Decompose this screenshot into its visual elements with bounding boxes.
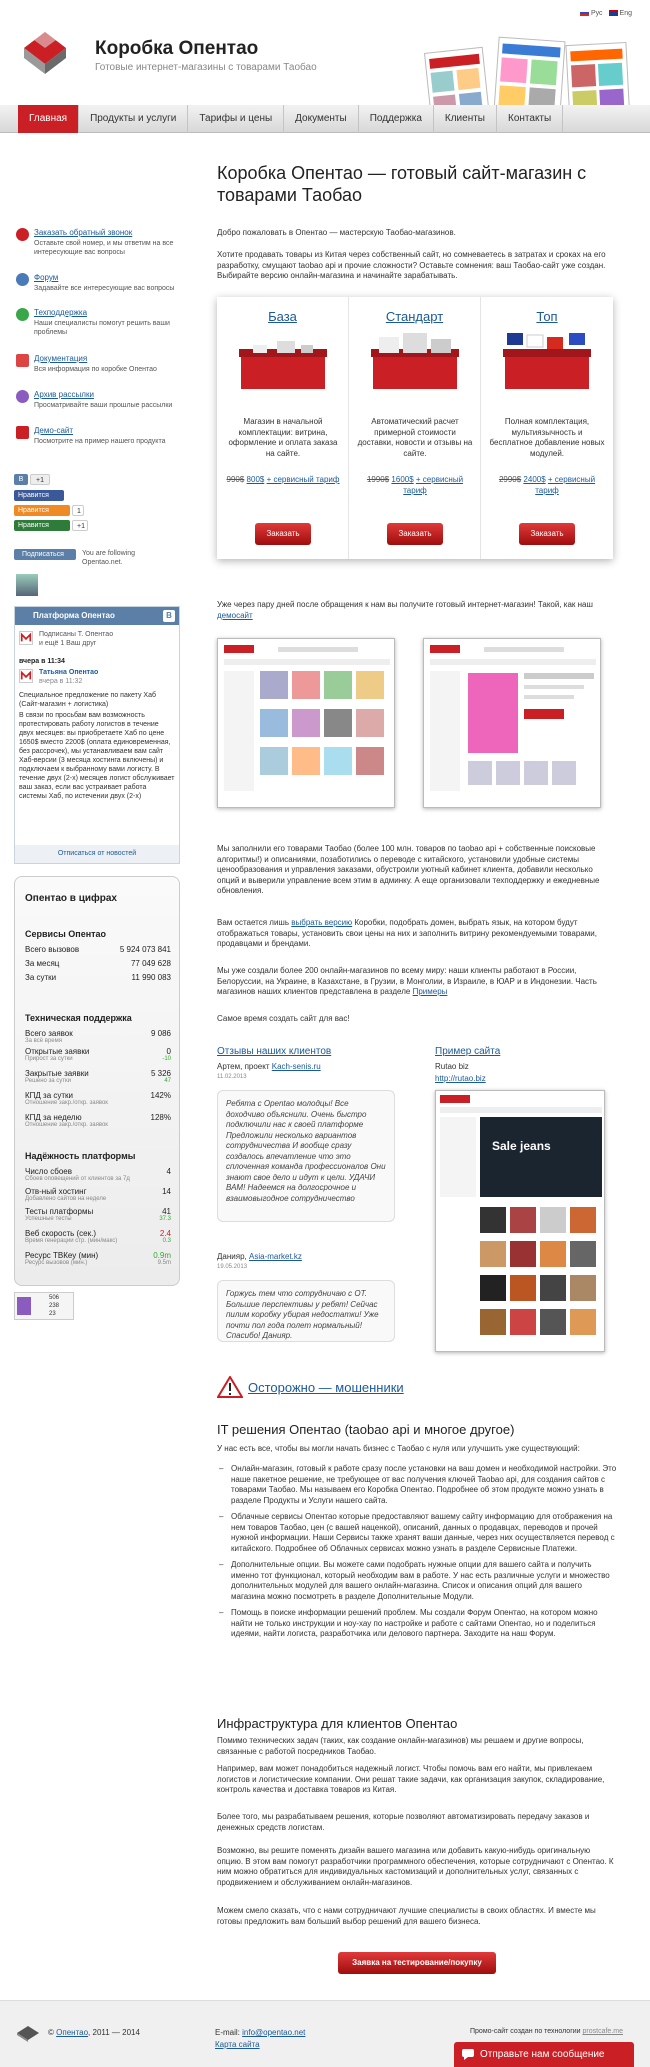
plan-standard-box-icon <box>365 331 465 391</box>
vk-like-button[interactable]: Нравится <box>14 490 64 501</box>
infra-paragraph-4: Возможно, вы решите поменять дизайн вашего магазина или добавить какую-нибудь оригинальную опцию. В этом вам помогут разработчики программного обеспечения, которые сотрудничают с Опентао. К ним можно обратиться для индивидуальных кастомизаций и дополнительных услуг, связанных с продвижением и обслуживанием онлайн-магазинов. <box>217 1846 614 1887</box>
plan-base-name[interactable]: База <box>268 309 297 324</box>
plan-base <box>217 297 349 559</box>
stats-panel <box>14 876 180 1286</box>
stat-tbkey: Ресурс ТВКеу (мин) Ресурс вызовов (мин.) 0.9m 9.5m <box>25 1251 171 1266</box>
pricing-plans <box>217 297 613 559</box>
promo-link[interactable]: prostcafe.me <box>582 2028 623 2035</box>
sidebar-demo <box>16 426 176 454</box>
community-logo-icon <box>19 631 33 645</box>
paragraph-clients: Мы уже создали более 200 онлайн-магазинов по всему миру: наши клиенты работают в России, Белоруссии, на Украине, в Казахстане, в Грузии, в Монголии, в Израиле, в ЮАР и в Индонезии. Часть магазинов наших клиентов представлена в разделе Примеры <box>217 966 597 996</box>
copyright: © Опентао, 2011 — 2014 <box>48 2028 140 2037</box>
vk-widget-header <box>15 607 179 625</box>
stat-kpd-day: КПД за сутки Отношение закр./откр. заявок 142% <box>25 1091 171 1106</box>
follow-text: You are following Opentao.net. <box>82 550 136 566</box>
sidebar-callback-desc: Оставьте свой номер, и мы ответим на все интересующие вас вопросы <box>34 240 174 256</box>
demo-site-link[interactable]: демосайт <box>217 610 253 620</box>
plan-top-name[interactable]: Топ <box>536 309 558 324</box>
list-item: – Помощь в поиске информации решений проблем. Мы создали Форум Опентао, на котором можно найти не только инструкции и ноу-хау по настройке и работе с сайтами Опентао, но и поделиться идеями, найти логиста, разработчика или делового партнера. Заходите на наш Форум. <box>217 1608 617 1640</box>
sitemap-link[interactable]: Карта сайта <box>215 2040 260 2049</box>
sidebar-support-desc: Наши специалисты помогут решить ваши проблемы <box>34 320 170 336</box>
sidebar-mail-archive <box>16 390 176 418</box>
phone-icon <box>16 228 29 241</box>
docs-icon <box>16 354 29 367</box>
subscribe-button[interactable]: Подписаться <box>14 549 76 560</box>
slogan: Готовые интернет-магазины с товарами Таобао <box>95 62 317 73</box>
infra-paragraph-3: Более того, мы разрабатываем решения, которые позволяют автоматизировать передачу заказов и денежных средств логистам. <box>217 1812 590 1832</box>
stat-hosting: Отв-ный хостинг Добавлено сайтов на неделе 14 <box>25 1187 171 1202</box>
brand-name[interactable]: Коробка Опентао <box>95 38 259 59</box>
stats-support-heading: Техническая поддержка <box>25 1013 132 1023</box>
after-plans-text: Уже через пару дней после обращения к нам вы получите готовый интернет-магазин! Такой, как наш демосайт <box>217 600 593 620</box>
it-solutions-list <box>217 1464 617 1646</box>
vk-post-title: Специальное предложение по пакету Хаб (Сайт-магазин + логистика) <box>19 692 156 708</box>
plan-standard-name[interactable]: Стандарт <box>385 309 444 324</box>
vk-logo-icon: В <box>163 610 175 622</box>
example-site-screenshot[interactable] <box>435 1090 605 1352</box>
page-title: Коробка Опентао — готовый сайт-магазин с товарами Таобао <box>217 163 587 205</box>
send-message-button[interactable] <box>454 2042 634 2067</box>
plan-standard-desc: Автоматический расчет примерной стоимости доставки, новости и отзывы на сайте. <box>357 417 473 458</box>
paragraph-choose: Вам остается лишь выбрать версию Коробки, подобрать домен, выбрать язык, на котором будут отображаться товары, установить свои цены на них и заполнить витрину рекомендуемыми товарами, продавцами и брендами. <box>217 918 597 948</box>
example-banner-text: Sale jeans <box>492 1139 551 1153</box>
send-message-label: Отправьте нам сообщение <box>480 2049 605 2060</box>
sidebar-forum-link[interactable]: Форум <box>34 273 59 282</box>
vk-unsubscribe-link[interactable]: Отписаться от новостей <box>15 845 179 863</box>
plan-top-box-icon <box>497 331 597 391</box>
stat-web-speed: Веб скорость (сек.) Время генерации стр. (мин/макс) 2.4 0.3 <box>25 1229 171 1244</box>
sidebar-callback <box>16 228 176 260</box>
promo-credit: Промо-сайт создан по технологии prostcafe.me <box>470 2028 623 2035</box>
vk-post-body: В связи по просьбам вам возможность протестировать работу логистов в течение двух месяцев: вы приобретаете Хаб по цене 1650$ вместо 2200$ (оплата единовременная, без рассрочек), мы устанавливаем вам сайт Хаб-версии (3 месяца хостинга включены) и подключаем к выбранному вами логисту. В течение двух (2-х) месяцев логист обслуживает ваш заказ, если вас устраивает работа системы Хаб, по истечении двух (2-х) <box>19 712 175 800</box>
infrastructure-heading: Инфраструктура для клиентов Опентао <box>217 1716 458 1731</box>
nav-home[interactable]: Главная <box>18 105 79 133</box>
fb-like-count: 1 <box>72 505 84 516</box>
sidebar-docs <box>16 354 176 382</box>
copyright-link[interactable]: Опентао <box>56 2028 89 2037</box>
stat-tests: Тесты платформы Успешные тесты 41 37.3 <box>25 1207 171 1222</box>
sidebar-docs-desc: Вся информация по коробке Опентао <box>34 366 157 373</box>
gp-like-button[interactable]: Нравится <box>14 520 70 531</box>
flag-en-icon <box>609 10 618 16</box>
demo-screenshot-2[interactable] <box>423 638 601 808</box>
nav-tariffs[interactable]: Тарифы и цены <box>188 105 284 133</box>
sidebar-docs-link[interactable]: Документация <box>34 354 88 363</box>
review-2-text: Горжусь тем что сотрудничаю с ОТ. Большие перспективы у ребят! Сейчас пилим коробку убирая недостатки! Уже почти пол года полет нормальный! Спасибо! Данияр. <box>217 1280 395 1342</box>
stat-tickets-open: Открытые заявки Прирост за сутки 0 -10 <box>25 1047 171 1062</box>
sidebar-support <box>16 308 176 340</box>
sidebar-demo-link[interactable]: Демо-сайт <box>34 426 74 435</box>
sidebar-mail-desc: Просматривайте ваши прошлые рассылки <box>34 402 173 409</box>
infra-paragraph-5: Можем смело сказать, что с нами сотрудничают лучшие специалисты в своих областях. И вместе мы готовы предложить вам больший выбор решений для вашего бизнеса. <box>217 1906 596 1926</box>
infra-paragraph-2: Например, вам может понадобиться надежный логист. Чтобы помочь вам его найти, мы привлекаем логистов и логистические компании. Они решат такие задачи, как организация закупок, складирование, контроль качества и доставка товаров из Китая. <box>217 1764 605 1794</box>
footer-email: E-mail: info@opentao.net <box>215 2028 306 2037</box>
forum-icon <box>16 273 29 286</box>
main-nav <box>0 105 650 133</box>
vk-friends: и ещё 1 Ваш друг <box>39 640 97 647</box>
author-logo-icon <box>19 669 33 683</box>
nav-clients[interactable]: Клиенты <box>434 105 497 133</box>
stats-reliability-heading: Надёжность платформы <box>25 1151 136 1161</box>
visit-counter[interactable]: 506 238 23 <box>14 1292 74 1320</box>
flag-ru-icon <box>580 10 589 16</box>
review-1-date: 11.02.2013 <box>217 1074 247 1080</box>
plan-top-order-button[interactable]: Заказать <box>519 523 575 545</box>
stat-kpd-week: КПД за неделю Отношение закр./откр. заявок 128% <box>25 1113 171 1128</box>
review-1-text: Ребята с Opentao молодцы! Все доходчиво объяснили. Очень быстро подключили нас к своей платформе Предложили несколько вариантов сотрудничества И вообще сразу создалось впечатление что это сплоченная команда профессионалов Они знают свое дело и идут к цели. УДАЧИ ВАМ! Надеемся на долгосрочное и взаимовыгодное сотрудничество <box>217 1090 395 1222</box>
it-solutions-intro: У нас есть все, чтобы вы могли начать бизнес с Таобао с нуля или улучшить уже существующий: <box>217 1444 580 1453</box>
test-purchase-button[interactable]: Заявка на тестирование/покупку <box>338 1952 496 1974</box>
example-name: Rutao biz <box>435 1062 469 1071</box>
examples-link[interactable]: Примеры <box>412 987 448 996</box>
support-icon <box>16 308 29 321</box>
choose-version-link[interactable]: выбрать версию <box>291 918 353 927</box>
sidebar-support-link[interactable]: Техподдержка <box>34 308 88 317</box>
vk-post-time: вчера в 11:32 <box>39 678 83 685</box>
review-2-date: 19.05.2013 <box>217 1264 248 1270</box>
vk-widget <box>14 606 180 864</box>
demo-screenshot-1[interactable] <box>217 638 395 808</box>
plan-standard-price: 1990$ 1600$ + сервисный тариф <box>366 475 464 495</box>
plan-base-desc: Магазин в начальной комплектации: витрина, оформление и оплата заказа на сайте. <box>228 417 338 458</box>
it-solutions-heading: IT решения Опентао (taobao api и многое другое) <box>217 1422 515 1437</box>
chat-icon <box>462 2049 474 2060</box>
gp-like-count: +1 <box>72 520 88 531</box>
footer-email-link[interactable]: info@opentao.net <box>242 2028 306 2037</box>
fraud-warning-link[interactable]: Осторожно — мошенники <box>248 1380 404 1395</box>
plan-standard-order-button[interactable]: Заказать <box>387 523 443 545</box>
nav-documents[interactable]: Документы <box>284 105 359 133</box>
sidebar-forum-desc: Задавайте все интересующие вас вопросы <box>34 285 175 292</box>
avatar[interactable] <box>16 574 38 596</box>
stats-services-heading: Сервисы Опентао <box>25 929 107 939</box>
review-1-author: Артем, проект Kach-senis.ru <box>217 1062 321 1071</box>
plan-base-order-button[interactable]: Заказать <box>255 523 311 545</box>
review-2-author: Данияр, Asia-market.kz <box>217 1252 302 1261</box>
nav-support[interactable]: Поддержка <box>359 105 434 133</box>
fb-like-button[interactable]: Нравится <box>14 505 70 516</box>
demo-icon <box>16 426 29 439</box>
stat-calls-total: Всего вызовов 5 924 073 841 <box>25 945 171 954</box>
stat-day: За сутки 11 990 083 <box>25 973 171 982</box>
sidebar-demo-desc: Посмотрите на пример нашего продукта <box>34 438 166 445</box>
stat-month: За месяц 77 049 628 <box>25 959 171 968</box>
list-item: – Облачные сервисы Опентао которые предоставляют вашему сайту информацию для отображения на нем товаров Таобао, цен (с вашей наценкой), описаний, данных о продавцах, переводов и прочей нужной информации. Наши Сервисы также хранят ваши данные, через них осуществляется перевод с китайского. Подробнее об Облачных сервисах можно узнать в разделе Сервисные Платежи. <box>217 1512 617 1554</box>
vk-post-date: вчера в 11:34 <box>19 658 65 665</box>
paragraph-cta: Самое время создать сайт для вас! <box>217 1014 350 1023</box>
stats-title: Опентао в цифрах <box>25 893 117 904</box>
example-heading-link[interactable]: Пример сайта <box>435 1046 501 1057</box>
intro-text: Хотите продавать товары из Китая через собственный сайт, но сомневаетесь в затратах и сроках на его разработку, смущают taobao api и прочие сложности? Оставьте сомнения: ваш Таобао-сайт уже создан. Выбирайте версию онлайн-магазина и начинайте зарабатывать. <box>217 250 606 280</box>
sidebar-forum <box>16 273 176 301</box>
nav-contacts[interactable]: Контакты <box>497 105 563 133</box>
list-item: – Онлайн-магазин, готовый к работе сразу после установки на ваш домен и необходимой настройки. Это наше пакетное решение, не требующее от вас получения ключей Taobao api, для создания сайтов с товарами Таобао. Мы называем его Коробка Опентао. Подробнее об этом продукте можно узнать в разделе Продукты и Услуги нашего сайта. <box>217 1464 617 1506</box>
plan-top-desc: Полная комплектация, мультиязычность и бесплатное добавление новых модулей. <box>489 417 605 458</box>
lang-en[interactable]: Eng <box>609 10 632 17</box>
warning-icon <box>217 1376 243 1398</box>
logo-icon[interactable] <box>22 30 68 76</box>
reviews-heading-link[interactable]: Отзывы наших клиентов <box>217 1046 332 1057</box>
counter-icon <box>17 1297 31 1315</box>
plan-base-box-icon <box>233 331 333 391</box>
stat-tickets-all: Всего заявок За всё время 9 086 <box>25 1029 171 1044</box>
paragraph-products: Мы заполнили его товарами Таобао (более 100 млн. товаров по taobao api + собственные поисковые алгоритмы!) и описаниями, позаботились о переводе с китайского, установили удобные системы ценообразования и управления заказами, обустроили уютный кабинет клиента, добавили несколько опций и выверили управление всем этим в админку. А еще организовали техподдержку и ежедневные обновления. <box>217 844 600 895</box>
stat-tickets-closed: Закрытые заявки Решено за сутки 5 326 47 <box>25 1069 171 1084</box>
intro-welcome: Добро пожаловать в Опентао — мастерскую Таобао-магазинов. <box>217 228 456 237</box>
vk-widget-title[interactable]: Платформа Опентао <box>33 611 115 620</box>
nav-products[interactable]: Продукты и услуги <box>79 105 188 133</box>
language-switcher <box>580 10 632 17</box>
mail-icon <box>16 390 29 403</box>
vk-share-count: +1 <box>30 474 50 485</box>
footer-logo-icon <box>16 2025 40 2043</box>
plan-standard <box>349 297 481 559</box>
vk-share-button[interactable]: В <box>14 474 28 485</box>
example-url-link[interactable]: http://rutao.biz <box>435 1074 486 1083</box>
sidebar-mail-link[interactable]: Архив рассылки <box>34 390 94 399</box>
vk-subscribers: Подписаны Т. Опентао <box>39 631 114 638</box>
plan-top-price: 2990$ 2400$ + сервисный тариф <box>498 475 596 495</box>
list-item: – Дополнительные опции. Вы можете сами подобрать нужные опции для вашего сайта и получить именно тот функционал, который необходим вам в работе. У нас есть различные услуги и множество дополнительных модулей для вашего онлайн-магазина. Список и описания опций для вашего магазина можно посмотреть в разделе Дополнительные Модули. <box>217 1560 617 1602</box>
vk-post-author[interactable]: Татьяна Опентао <box>39 669 99 676</box>
lang-ru[interactable]: Рус <box>580 10 603 17</box>
plan-base-price: 990$ 800$ + сервисный тариф <box>226 475 340 484</box>
stat-failures: Число сбоев Сбоев оповещений от клиентов за 7д 4 <box>25 1167 171 1182</box>
sidebar-callback-link[interactable]: Заказать обратный звонок <box>34 228 133 237</box>
infra-paragraph-1: Помимо технических задач (таких, как создание онлайн-магазинов) мы решаем и другие вопросы, связанные с работой посредников Таобао. <box>217 1736 584 1756</box>
plan-top <box>481 297 613 559</box>
